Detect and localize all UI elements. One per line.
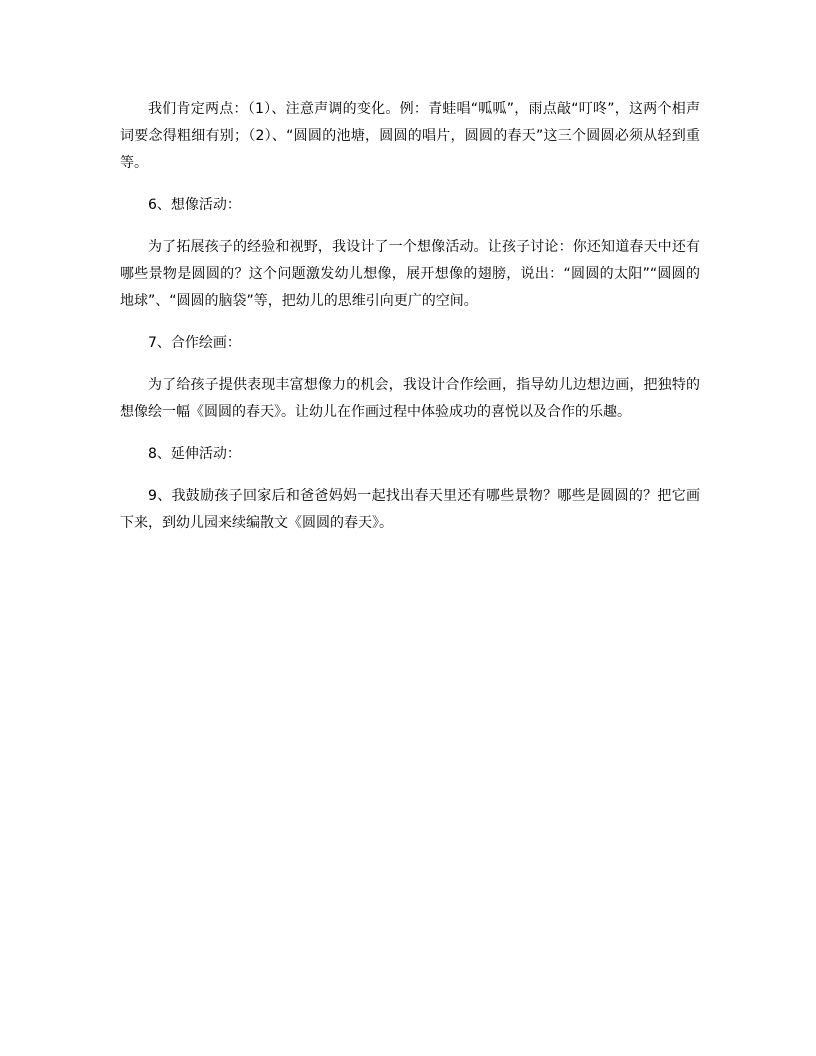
heading-extension-activity: 8、延伸活动： (148, 446, 241, 462)
paragraph-intonation: 我们肯定两点：（1）、注意声调的变化。例：青蛙唱“呱呱”，雨点敲“叮咚”，这两个相声词要念得粗细有别；（2）、“圆圆的池塘，圆圆的唱片，圆圆的春天”这三个圆圆必须从轻到重等。 (120, 101, 700, 171)
paragraph-gap (120, 357, 700, 372)
document-body (120, 96, 700, 537)
paragraph-gap (120, 315, 700, 330)
paragraph-extension: 9、我鼓励孩子回家后和爸爸妈妈一起找出春天里还有哪些景物？哪些是圆圆的？把它画下来，到幼儿园来续编散文《圆圆的春天》。 (120, 488, 700, 531)
paragraph-drawing: 为了给孩子提供表现丰富想像力的机会，我设计合作绘画，指导幼儿边想边画，把独特的想像绘一幅《圆圆的春天》。让幼儿在作画过程中体验成功的喜悦以及合作的乐趣。 (120, 377, 700, 420)
paragraph-gap (120, 219, 700, 234)
paragraph-gap (120, 426, 700, 441)
paragraph-imagination: 为了拓展孩子的经验和视野，我设计了一个想像活动。让孩子讨论：你还知道春天中还有哪些景物是圆圆的？这个问题激发幼儿想像，展开想像的翅膀，说出：“圆圆的太阳”“圆圆的地球”、“圆圆的脑袋”等，把幼儿的思维引向更广的空间。 (120, 239, 700, 309)
heading-cooperative-drawing: 7、合作绘画： (148, 335, 241, 351)
paragraph-gap (120, 177, 700, 192)
heading-imagination-activity: 6、想像活动： (148, 197, 241, 213)
paragraph-gap (120, 468, 700, 483)
